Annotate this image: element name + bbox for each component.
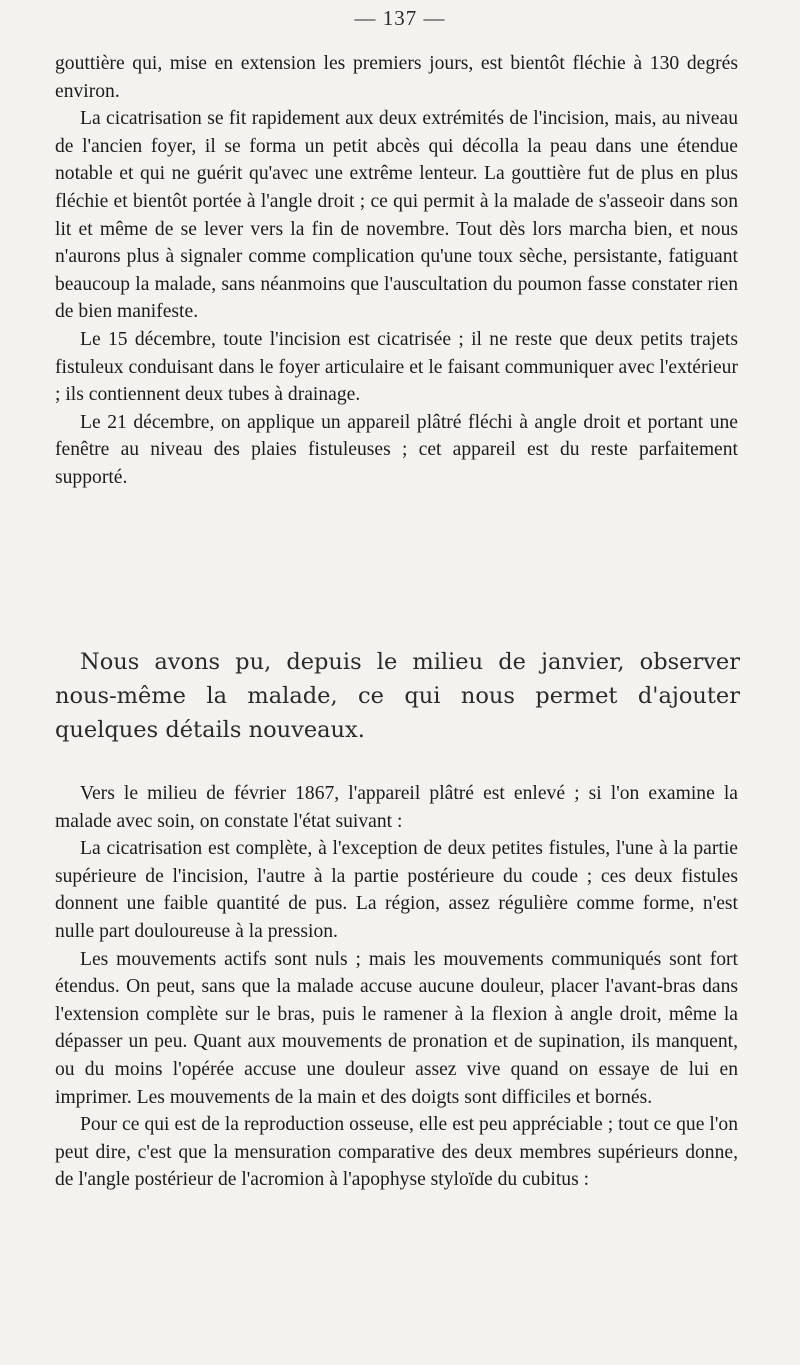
paragraph: Pour ce qui est de la reproduction osseuse, elle est peu appréciable ; tout ce que l'on peut dire, c'est que la mensuration comparative des deux membres supérieurs donne, de l'angle postérieur de l'acromion à l'apophyse styloïde du cubitus : <box>55 1114 738 1191</box>
paragraph: Le 15 décembre, toute l'incision est cicatrisée ; il ne reste que deux petits trajets fistuleux conduisant dans le foyer articulaire et le faisant communiquer avec l'extérieur ; ils contiennent deux tubes à drainage. <box>55 328 738 406</box>
paragraph: Vers le milieu de février 1867, l'appareil plâtré est enlevé ; si l'on examine la malade avec soin, on constate l'état suivant : <box>55 783 738 832</box>
interlude-paragraph: Nous avons pu, depuis le milieu de janvier, observer nous-même la malade, ce qui nous permet d'ajouter quelques détails nouveaux. <box>55 649 740 743</box>
paragraph: Le 21 décembre, on applique un appareil plâtré fléchi à angle droit et portant une fenêtre au niveau des plaies fistuleuses ; cet appareil est du reste parfaitement supporté. <box>55 411 738 488</box>
paragraph: La cicatrisation est complète, à l'exception de deux petites fistules, l'une à la partie supérieure de l'incision, l'autre à la partie postérieure du coude ; ces deux fistules donnent une faible quantité de pus. La région, assez régulière comme forme, n'est nulle part douloureuse à la pression. <box>55 838 738 942</box>
page-number: — 137 — <box>354 6 446 30</box>
paragraph: Les mouvements actifs sont nuls ; mais les mouvements communiqués sont fort étendus. On peut, sans que la malade accuse aucune douleur, placer l'avant-bras dans l'extension complète sur le bras, puis le ramener à la flexion à angle droit, même la dépasser un peu. Quant aux mouvements de pronation et de supination, ils manquent, ou du moins l'opérée accuse une douleur assez vive quand on essaye de lui en imprimer. Les mouvements de la main et des doigts sont difficiles et bornés. <box>55 948 738 1108</box>
bottom-text-block <box>55 780 738 1194</box>
paragraph: gouttière qui, mise en extension les premiers jours, est bientôt fléchie à 130 degrés environ. <box>55 53 738 102</box>
paragraph: La cicatrisation se fit rapidement aux deux extrémités de l'incision, mais, au niveau de l'ancien foyer, il se forma un petit abcès qui décolla la peau dans une étendue notable et qui ne guérit qu'avec une extrême lenteur. La gouttière fut de plus en plus fléchie et bientôt portée à l'angle droit ; ce qui permit à la malade de s'asseoir dans son lit et même de se lever vers la fin de novembre. Tout dès lors marcha bien, et nous n'aurons plus à signaler comme complication qu'une toux sèche, persistante, fatiguant beaucoup la malade, sans néanmoins que l'auscultation du poumon fasse constater rien de bien manifeste. <box>55 108 738 323</box>
top-text-block <box>55 50 738 492</box>
